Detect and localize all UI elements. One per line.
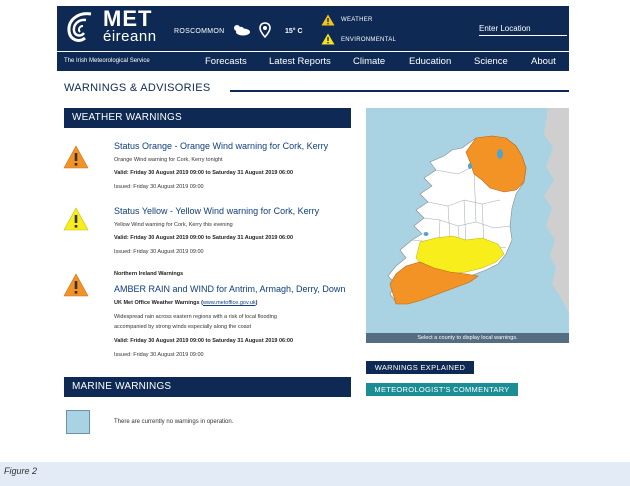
site-tagline: The Irish Meteorological Service <box>64 58 150 64</box>
warning-source-label: UK Met Office Weather Warnings <box>114 300 200 306</box>
marine-warnings-heading: MARINE WARNINGS <box>72 381 172 392</box>
warning-source: UK Met Office Weather Warnings (www.metoffice.gov.uk) <box>114 300 258 306</box>
marine-warnings-header <box>64 377 351 397</box>
nav-item-about[interactable]: About <box>531 56 556 67</box>
environmental-alert-icon[interactable] <box>321 33 335 45</box>
weather-alert-icon[interactable] <box>321 14 335 26</box>
warning-issued: Issued: Friday 30 August 2019 09:00 <box>114 184 204 190</box>
orange-warning-icon <box>63 273 89 297</box>
nav-item-science[interactable]: Science <box>474 56 508 67</box>
metoffice-link[interactable]: www.metoffice.gov.uk <box>202 300 256 306</box>
nav-item-education[interactable]: Education <box>409 56 452 67</box>
nav-item-latest-reports[interactable]: Latest Reports <box>269 56 331 67</box>
current-temperature: 15° C <box>285 28 303 35</box>
current-location[interactable]: ROSCOMMON <box>174 28 225 35</box>
warning-description: Yellow Wind warning for Cork, Kerry this evening <box>114 222 233 228</box>
warning-description: accompanied by strong winds especially along the coast <box>114 324 251 330</box>
warning-description: Orange Wind warning for Cork, Kerry tonight <box>114 157 223 163</box>
environmental-alert-label[interactable]: ENVIRONMENTAL <box>341 37 397 43</box>
title-divider <box>230 90 569 92</box>
warning-title[interactable]: Status Orange - Orange Wind warning for Cork, Kerry <box>114 141 329 151</box>
warnings-explained-button[interactable]: WARNINGS EXPLAINED <box>366 361 474 374</box>
figure-caption-band <box>0 462 630 486</box>
map-caption: Select a county to display local warnings. <box>366 333 569 343</box>
weather-alert-label[interactable]: WEATHER <box>341 17 373 23</box>
page-title: WARNINGS & ADVISORIES <box>64 82 211 94</box>
cloud-sun-icon <box>231 24 251 36</box>
location-pin-icon[interactable] <box>259 22 271 38</box>
logo-wordmark-eireann[interactable]: éireann <box>103 28 157 45</box>
nav-item-forecasts[interactable]: Forecasts <box>205 56 247 67</box>
weather-warnings-header <box>64 108 351 128</box>
warning-valid: Valid: Friday 30 August 2019 09:00 to Saturday 31 August 2019 06:00 <box>114 235 294 241</box>
warning-issued: Issued: Friday 30 August 2019 09:00 <box>114 249 204 255</box>
warning-issued: Issued: Friday 30 August 2019 09:00 <box>114 352 204 358</box>
marine-status-swatch <box>66 410 90 434</box>
ireland-county-map[interactable] <box>366 108 569 343</box>
orange-warning-icon <box>63 145 89 169</box>
marine-status-text: There are currently no warnings in operation. <box>114 419 234 425</box>
logo-wordmark-met[interactable]: MET <box>103 6 153 31</box>
warning-description: Widespread rain across eastern regions with a risk of local flooding <box>114 314 277 320</box>
warning-valid: Valid: Friday 30 August 2019 09:00 to Saturday 31 August 2019 06:00 <box>114 170 294 176</box>
location-search-input[interactable] <box>479 22 567 36</box>
warning-title[interactable]: AMBER RAIN and WIND for Antrim, Armagh, Derry, Down <box>114 284 346 294</box>
warning-title[interactable]: Status Yellow - Yellow Wind warning for Cork, Kerry <box>114 206 320 216</box>
warning-valid: Valid: Friday 30 August 2019 09:00 to Saturday 31 August 2019 06:00 <box>114 338 294 344</box>
weather-warnings-heading: WEATHER WARNINGS <box>72 112 182 123</box>
figure-caption: Figure 2 <box>4 466 38 476</box>
nav-item-climate[interactable]: Climate <box>353 56 386 67</box>
meteorologist-commentary-button[interactable]: METEOROLOGIST'S COMMENTARY <box>366 383 518 396</box>
britain-landmass <box>544 108 569 313</box>
warnings-map[interactable] <box>366 108 569 343</box>
warning-region-label: Northern Ireland Warnings <box>114 271 184 277</box>
met-eireann-logo-icon[interactable] <box>64 10 96 46</box>
yellow-warning-icon <box>63 207 89 231</box>
